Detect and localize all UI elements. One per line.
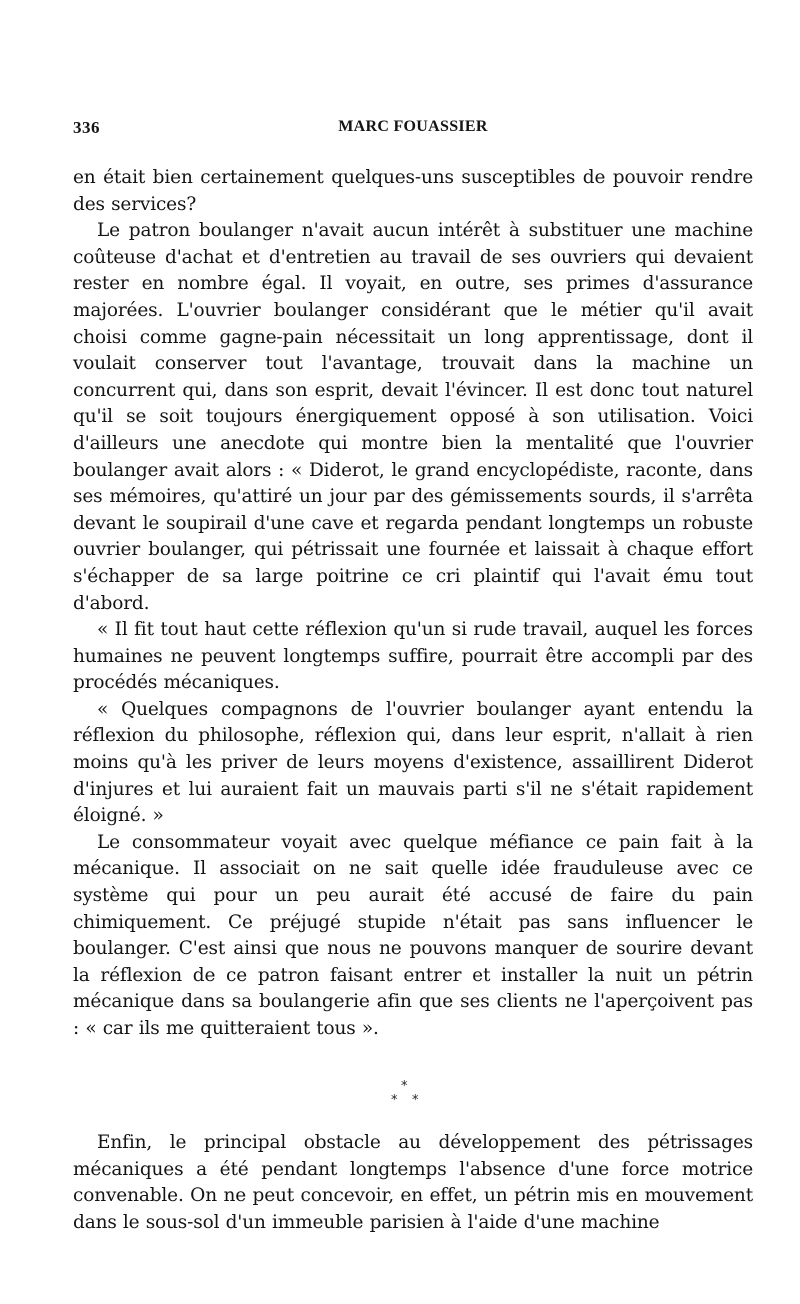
- paragraph-quote-compagnons: « Quelques compagnons de l'ouvrier boulanger ayant entendu la réflexion du philosophe, réflexion qui, dans leur esprit, n'allait à rien moins qu'à les priver de leurs moyens d'existence, assaillirent Diderot d'injures et lui auraient fait un mauvais parti s'il ne s'était rapidement éloigné. »: [73, 698, 753, 827]
- main-text-block: [73, 165, 753, 1043]
- running-title: MARC FOUASSIER: [338, 118, 488, 135]
- final-text-block: [73, 1130, 753, 1236]
- section-separator-asterism: [370, 1078, 440, 1118]
- asterisk-bottom-left: *: [391, 1093, 398, 1108]
- paragraph-continuation: en était bien certainement quelques-uns susceptibles de pouvoir rendre des services?: [73, 167, 753, 215]
- page-header: [73, 118, 753, 144]
- asterisk-top: *: [401, 1079, 408, 1094]
- asterisk-bottom-right: *: [412, 1093, 419, 1108]
- page-number: 336: [73, 118, 100, 137]
- paragraph-consommateur: Le consommateur voyait avec quelque méfiance ce pain fait à la mécanique. Il associait on ne sait quelle idée frauduleuse avec ce système qui pour un peu aurait été accusé de faire du pain chimiquement. Ce préjugé stupide n'était pas sans influencer le boulanger. C'est ainsi que nous ne pouvons manquer de sourire devant la réflexion de ce patron faisant entrer et installer la nuit un pétrin mécanique dans sa boulangerie afin que ses clients ne l'aperçoivent pas : « car ils me quitteraient tous ».: [73, 831, 753, 1039]
- paragraph-enfin: Enfin, le principal obstacle au développement des pétrissages mécaniques a été pendant longtemps l'absence d'une force motrice convenable. On ne peut concevoir, en effet, un pétrin mis en mouvement dans le sous-sol d'un immeuble parisien à l'aide d'une machine: [73, 1132, 753, 1233]
- paragraph-quote-reflexion: « Il fit tout haut cette réflexion qu'un si rude travail, auquel les forces humaines ne peuvent longtemps suffire, pourrait être accompli par des procédés mécaniques.: [73, 619, 753, 694]
- paragraph-patron-boulanger: Le patron boulanger n'avait aucun intérêt à substituer une machine coûteuse d'achat et d'entretien au travail de ses ouvriers qui devaient rester en nombre égal. Il voyait, en outre, ses primes d'assurance majorées. L'ouvrier boulanger considérant que le métier qu'il avait choisi comme gagne-pain nécessitait un long apprentissage, dont il voulait conserver tout l'avantage, trouvait dans la machine un concurrent qui, dans son esprit, devait l'évincer. Il est donc tout naturel qu'il se soit toujours énergiquement opposé à son utilisation. Voici d'ailleurs une anecdote qui montre bien la mentalité que l'ouvrier boulanger avait alors : « Diderot, le grand encyclopédiste, raconte, dans ses mémoires, qu'attiré un jour par des gémissements sourds, il s'arrêta devant le soupirail d'une cave et regarda pendant longtemps un robuste ouvrier boulanger, qui pétrissait une fournée et laissait à chaque effort s'échapper de sa large poitrine ce cri plaintif qui l'avait ému tout d'abord.: [73, 220, 753, 614]
